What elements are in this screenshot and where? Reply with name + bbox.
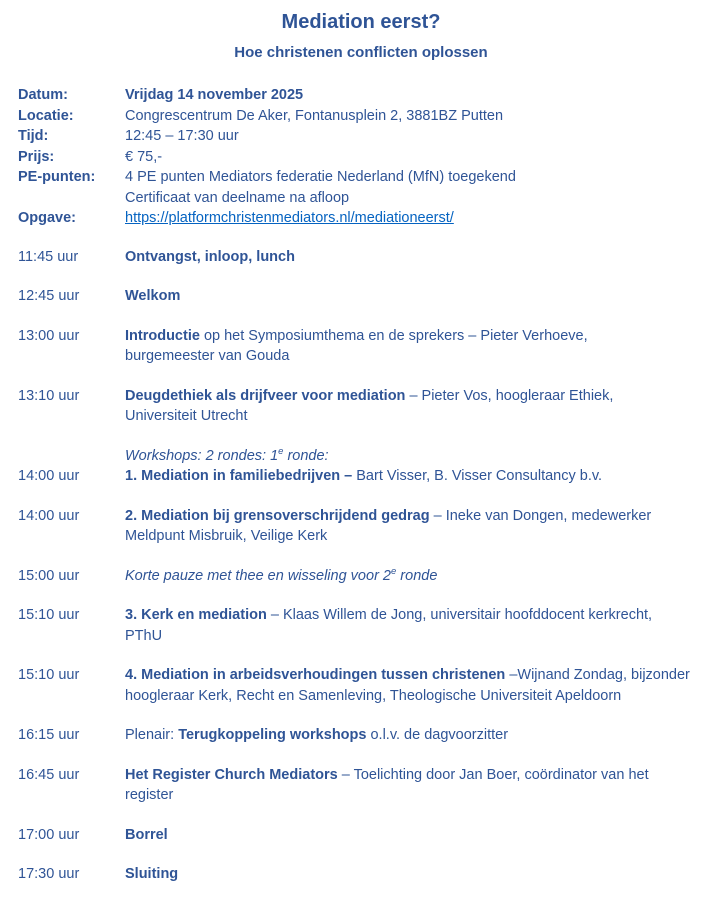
- info-row: [18, 126, 704, 147]
- entry-line: [125, 126, 704, 147]
- page-subtitle: Hoe christenen conflicten oplossen: [234, 44, 488, 61]
- info-label: Opgave:: [18, 210, 77, 226]
- text-segment: Workshops: 2 rondes: 1: [125, 447, 279, 464]
- entry-text: [125, 85, 704, 106]
- entry-line: [125, 147, 704, 168]
- entry-line: [125, 506, 704, 527]
- schedule-time: 13:00 uur: [18, 327, 80, 344]
- info-label: Datum:: [18, 87, 68, 103]
- entry-line: [125, 106, 704, 127]
- entry-line: [125, 526, 704, 547]
- entry-line: [125, 406, 704, 427]
- schedule-row: [18, 386, 704, 427]
- text-segment: 2. Mediation bij grensoverschrijdend gedrag: [125, 507, 430, 524]
- schedule-time: 15:10 uur: [18, 607, 80, 623]
- text-segment: Het Register Church Mediators: [125, 766, 338, 783]
- text-segment: burgemeester van Gouda: [125, 348, 290, 364]
- info-row: [18, 167, 704, 208]
- entry-text: [125, 147, 704, 168]
- schedule-time: 16:45 uur: [18, 766, 80, 783]
- entry-text: [125, 326, 704, 367]
- entry-line: [125, 686, 704, 707]
- schedule-time: 12:45 uur: [18, 288, 80, 304]
- entry-text: [125, 506, 704, 547]
- info-label: Tijd:: [18, 128, 49, 144]
- text-segment: – Ineke van Dongen, medewerker: [429, 507, 652, 524]
- entry-text: [125, 566, 704, 587]
- text-segment: 4 PE punten Mediators federatie Nederland (MfN) toegekend: [125, 169, 516, 185]
- entry-text: [125, 864, 704, 885]
- text-segment: 1. Mediation in familiebedrijven –: [125, 468, 357, 484]
- entry-line: [125, 208, 704, 229]
- schedule-time: 17:00 uur: [18, 826, 80, 843]
- text-segment: ronde:: [283, 447, 329, 464]
- text-segment: –Wijnand Zondag, bijzonder: [505, 667, 690, 683]
- schedule-row: [18, 326, 704, 367]
- schedule-time: 17:30 uur: [18, 866, 80, 882]
- text-segment: Bart Visser, B. Visser Consultancy b.v.: [356, 468, 603, 484]
- text-segment: register: [125, 787, 174, 803]
- entry-text: [125, 446, 704, 467]
- entry-line: [125, 386, 704, 407]
- text-segment: – Pieter Vos, hoogleraar Ethiek,: [405, 387, 614, 404]
- text-segment: 4. Mediation in arbeidsverhoudingen tussen christenen: [125, 667, 506, 683]
- text-segment: Congrescentrum De Aker, Fontanusplein 2, 3881BZ Putten: [125, 107, 504, 124]
- text-segment: Certificaat van deelname na afloop: [125, 189, 350, 206]
- entry-text: [125, 825, 704, 846]
- entry-line: [125, 785, 704, 806]
- schedule-block: [18, 247, 704, 885]
- entry-line: [125, 825, 704, 846]
- text-segment: Meldpunt Misbruik, Veilige Kerk: [125, 528, 328, 544]
- entry-text: [125, 665, 704, 706]
- text-segment: Vrijdag 14 november 2025: [125, 87, 304, 103]
- entry-text: [125, 106, 704, 127]
- schedule-row: [18, 605, 704, 646]
- event-info-block: [18, 85, 704, 229]
- schedule-row: [18, 725, 704, 746]
- text-segment: o.l.v. de dagvoorzitter: [366, 727, 509, 743]
- entry-text: [125, 167, 704, 208]
- text-segment: Terugkoppeling workshops: [178, 727, 367, 743]
- text-segment: – Klaas Willem de Jong, universitair hoofddocent kerkrecht,: [266, 607, 653, 623]
- entry-line: [125, 247, 704, 268]
- text-segment: e: [390, 565, 397, 577]
- entry-line: [125, 566, 704, 587]
- schedule-time: 15:00 uur: [18, 567, 80, 584]
- entry-text: [125, 466, 704, 487]
- schedule-row: [18, 286, 704, 307]
- text-segment: Borrel: [125, 826, 168, 843]
- text-segment: Sluiting: [125, 866, 179, 882]
- entry-line: [125, 725, 704, 746]
- text-segment: – Toelichting door Jan Boer, coördinator van het: [337, 766, 649, 783]
- entry-line: [125, 167, 704, 188]
- entry-line: [125, 626, 704, 647]
- text-segment: Introductie: [125, 327, 200, 344]
- entry-line: [125, 188, 704, 209]
- entry-line: [125, 446, 704, 467]
- text-segment: Korte pauze met thee en wisseling voor 2: [125, 567, 391, 584]
- entry-line: [125, 326, 704, 347]
- entry-line: [125, 765, 704, 786]
- schedule-time: 11:45 uur: [18, 248, 79, 265]
- schedule-time: 15:10 uur: [18, 667, 80, 683]
- entry-line: [125, 286, 704, 307]
- text-segment: Ontvangst, inloop, lunch: [125, 248, 295, 265]
- entry-text: [125, 765, 704, 806]
- text-segment: op het Symposiumthema en de sprekers – Pieter Verhoeve,: [199, 327, 588, 344]
- entry-text: [125, 126, 704, 147]
- entry-line: [125, 346, 704, 367]
- entry-text: [125, 208, 704, 229]
- text-segment: Welkom: [125, 288, 181, 304]
- text-segment: Deugdethiek als drijfveer voor mediation: [125, 387, 406, 404]
- entry-text: [125, 386, 704, 427]
- info-row: [18, 85, 704, 106]
- signup-link[interactable]: https://platformchristenmediators.nl/mediationeerst/: [125, 210, 454, 226]
- entry-line: [125, 864, 704, 885]
- text-segment: 12:45 – 17:30 uur: [125, 128, 239, 144]
- info-row: [18, 106, 704, 127]
- entry-line: [125, 665, 704, 686]
- schedule-time: 14:00 uur: [18, 507, 80, 524]
- entry-text: [125, 247, 704, 268]
- text-segment: hoogleraar Kerk, Recht en Samenleving, Theologische Universiteit Apeldoorn: [125, 687, 622, 704]
- info-row: [18, 147, 704, 168]
- schedule-row: [18, 566, 704, 587]
- schedule-row: [18, 466, 704, 487]
- info-label: Prijs:: [18, 148, 55, 165]
- text-segment: 3. Kerk en mediation: [125, 607, 267, 623]
- info-label: PE-punten:: [18, 169, 96, 185]
- schedule-time: 13:10 uur: [18, 387, 80, 404]
- text-segment: Plenair:: [125, 727, 179, 743]
- entry-line: [125, 605, 704, 626]
- schedule-row: [18, 665, 704, 706]
- entry-line: [125, 466, 704, 487]
- text-segment: e: [278, 445, 284, 457]
- text-segment: ronde: [396, 567, 438, 584]
- text-segment: PThU: [125, 627, 163, 644]
- schedule-time: 16:15 uur: [18, 727, 80, 743]
- schedule-row: [18, 506, 704, 547]
- info-row: [18, 208, 704, 229]
- schedule-row: [18, 825, 704, 846]
- entry-text: [125, 605, 704, 646]
- schedule-row: [18, 247, 704, 268]
- entry-text: [125, 725, 704, 746]
- text-segment: Universiteit Utrecht: [125, 408, 248, 424]
- schedule-time: [18, 446, 125, 467]
- text-segment: € 75,-: [125, 148, 163, 165]
- schedule-row: [18, 446, 704, 467]
- page-title: Mediation eerst?: [281, 11, 441, 33]
- info-label: Locatie:: [18, 107, 74, 124]
- schedule-row: [18, 765, 704, 806]
- entry-text: [125, 286, 704, 307]
- entry-line: [125, 85, 704, 106]
- schedule-row: [18, 864, 704, 885]
- schedule-time: 14:00 uur: [18, 468, 80, 484]
